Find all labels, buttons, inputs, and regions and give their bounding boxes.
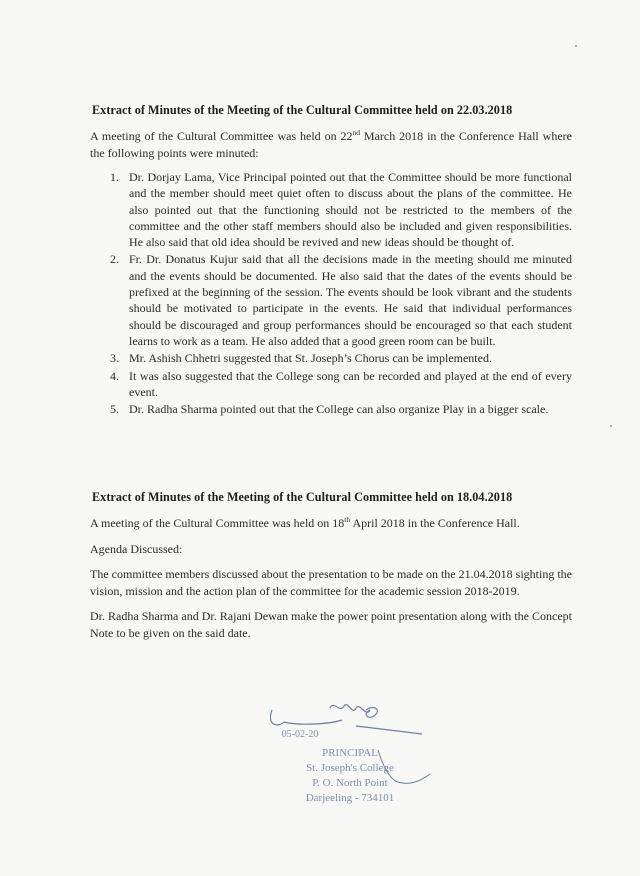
section-1-title: Extract of Minutes of the Meeting of the Cultural Committee held on 22.03.2018	[92, 103, 513, 117]
section-2-intro: A meeting of the Cultural Committee was held on 18th April 2018 in the Conference Hall.	[90, 515, 520, 530]
list-item: 5. Dr. Radha Sharma pointed out that the College can also organize Play in a bigger scale.	[110, 402, 549, 417]
agenda-label: Agenda Discussed:	[90, 541, 183, 556]
minutes-section-1	[90, 103, 572, 418]
stamp-title: PRINCIPAL	[322, 747, 378, 759]
section-2-paragraph-1: The committee members discussed about the presentation to be made on the 21.04.2018 sighting the vision, mission and the action plan of the committee for the academic session 2018-2019.	[90, 567, 572, 598]
list-item: 1. Dr. Dorjay Lama, Vice Principal pointed out that the Committee should be more functional and the member should meet quiet often to discuss about the plans of the committee. He also pointed out that the functioning should not be restricted to the members of the committee and the other staff members should also be included and given responsibilities. He also said that old idea should be revived and new ideas should be thought of.	[110, 170, 572, 250]
stamp-college: St. Joseph's College	[306, 762, 394, 774]
list-item: 2. Fr. Dr. Donatus Kujur said that all the decisions made in the meeting should me minuted and the events should be documented. He also said that the dates of the events should be prefixed at the beginning of the session. The events should be look vibrant and the students should be motivated to participate in the events. He said that individual performances should be discouraged and group performances should be encouraged so that each student learns to work as a team. He also added that a good green room can be built.	[110, 252, 572, 348]
section-1-intro: A meeting of the Cultural Committee was held on 22nd March 2018 in the Conference Hall where the following points were minuted:	[90, 128, 572, 160]
section-2-title: Extract of Minutes of the Meeting of the Cultural Committee held on 18.04.2018	[92, 490, 513, 504]
paper-speck	[610, 425, 612, 427]
signature-date: 05-02-20	[281, 729, 319, 740]
section-2-paragraph-2: Dr. Radha Sharma and Dr. Rajani Dewan make the power point presentation along with the Concept Note to be given on the said date.	[90, 609, 572, 640]
list-item: 3. Mr. Ashish Chhetri suggested that St. Joseph’s Chorus can be implemented.	[110, 351, 492, 366]
paper-speck	[575, 45, 577, 47]
stamp-po: P. O. North Point	[312, 777, 388, 789]
stamp-city: Darjeeling - 734101	[305, 792, 395, 804]
list-item: 4. It was also suggested that the College song can be recorded and played at the end of every event.	[110, 368, 572, 399]
minutes-section-2	[90, 490, 572, 650]
section-1-points	[90, 169, 572, 417]
principal-stamp	[270, 700, 430, 820]
